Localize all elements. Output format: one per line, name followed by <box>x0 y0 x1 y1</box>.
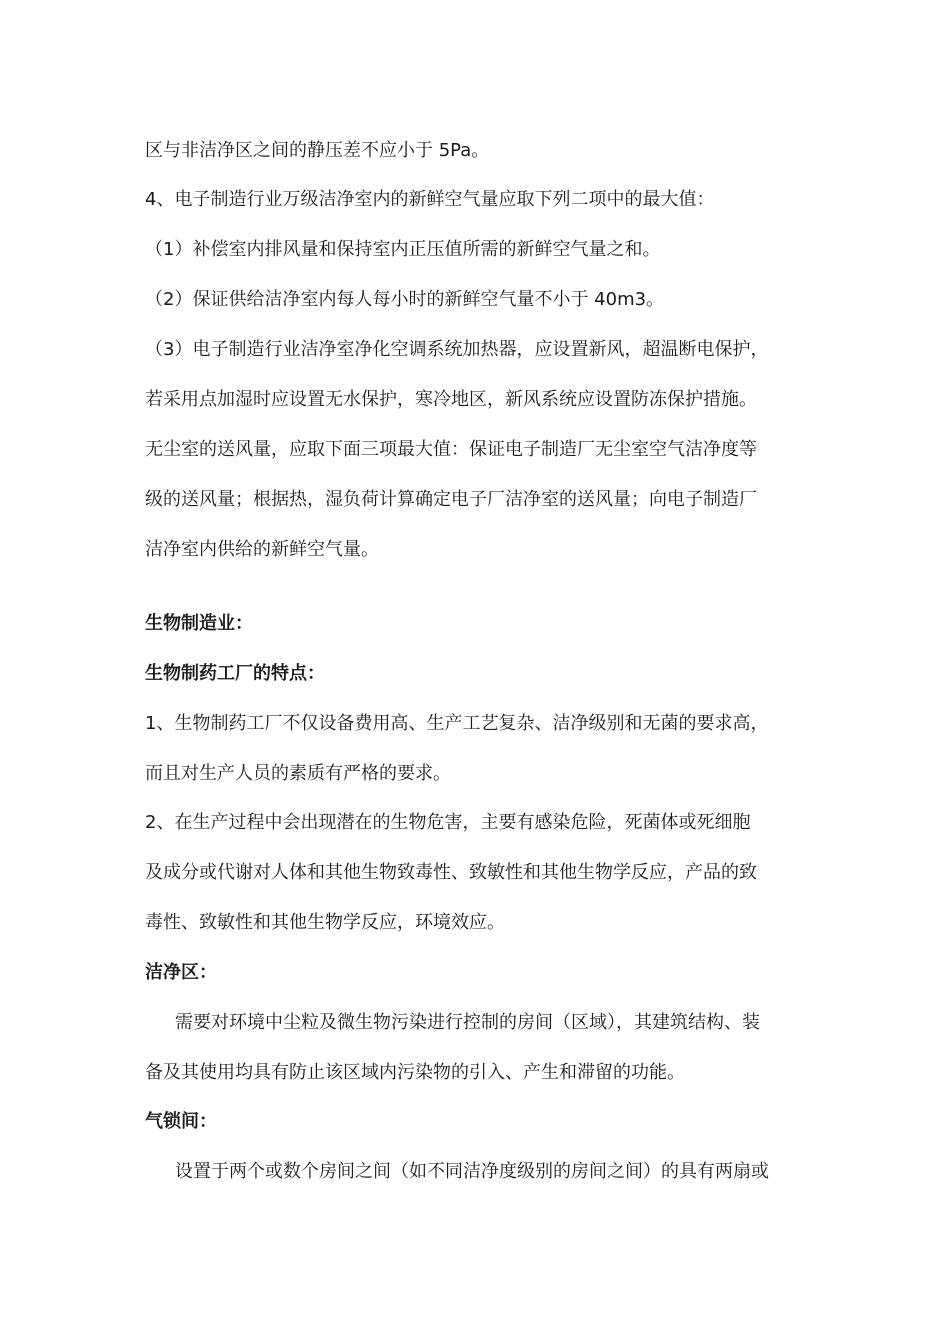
text-line: 1、生物制药工厂不仅设备费用高、生产工艺复杂、洁净级别和无菌的要求高， <box>145 713 769 734</box>
text-line: 若采用点加湿时应设置无水保护，寒冷地区，新风系统应设置防冻保护措施。 <box>145 389 757 410</box>
text-line: 无尘室的送风量，应取下面三项最大值：保证电子制造厂无尘室空气洁净度等 <box>145 439 757 460</box>
text-line: 备及其使用均具有防止该区域内污染物的引入、产生和滞留的功能。 <box>145 1062 685 1083</box>
text-line: 级的送风量；根据热，湿负荷计算确定电子厂洁净室的送风量；向电子制造厂 <box>145 489 757 510</box>
text-line: 4、电子制造行业万级洁净室内的新鲜空气量应取下列二项中的最大值： <box>145 189 715 210</box>
text-line: 及成分或代谢对人体和其他生物致毒性、致敏性和其他生物学反应，产品的致 <box>145 862 757 883</box>
section-heading: 气锁间： <box>145 1111 217 1132</box>
text-line: 毒性、致敏性和其他生物学反应，环境效应。 <box>145 912 505 933</box>
text-line: 区与非洁净区之间的静压差不应小于 5Pa。 <box>145 140 490 161</box>
text-line: 设置于两个或数个房间之间（如不同洁净度级别的房间之间）的具有两扇或 <box>175 1161 769 1182</box>
text-line: 而且对生产人员的素质有严格的要求。 <box>145 763 451 784</box>
section-heading: 生物制造业： <box>145 613 253 634</box>
text-line: （1）补偿室内排风量和保持室内正压值所需的新鲜空气量之和。 <box>145 239 661 260</box>
text-line: 需要对环境中尘粒及微生物污染进行控制的房间（区域），其建筑结构、装 <box>175 1012 760 1033</box>
text-line: 洁净室内供给的新鲜空气量。 <box>145 539 379 560</box>
text-line: 2、在生产过程中会出现潜在的生物危害，主要有感染危险，死菌体或死细胞 <box>145 812 751 833</box>
section-heading: 生物制药工厂的特点： <box>145 663 325 684</box>
text-line: （2）保证供给洁净室内每人每小时的新鲜空气量不小于 40m3。 <box>145 289 665 310</box>
text-line: （3）电子制造行业洁净室净化空调系统加热器，应设置新风，超温断电保护， <box>145 339 769 360</box>
section-heading: 洁净区： <box>145 962 217 983</box>
